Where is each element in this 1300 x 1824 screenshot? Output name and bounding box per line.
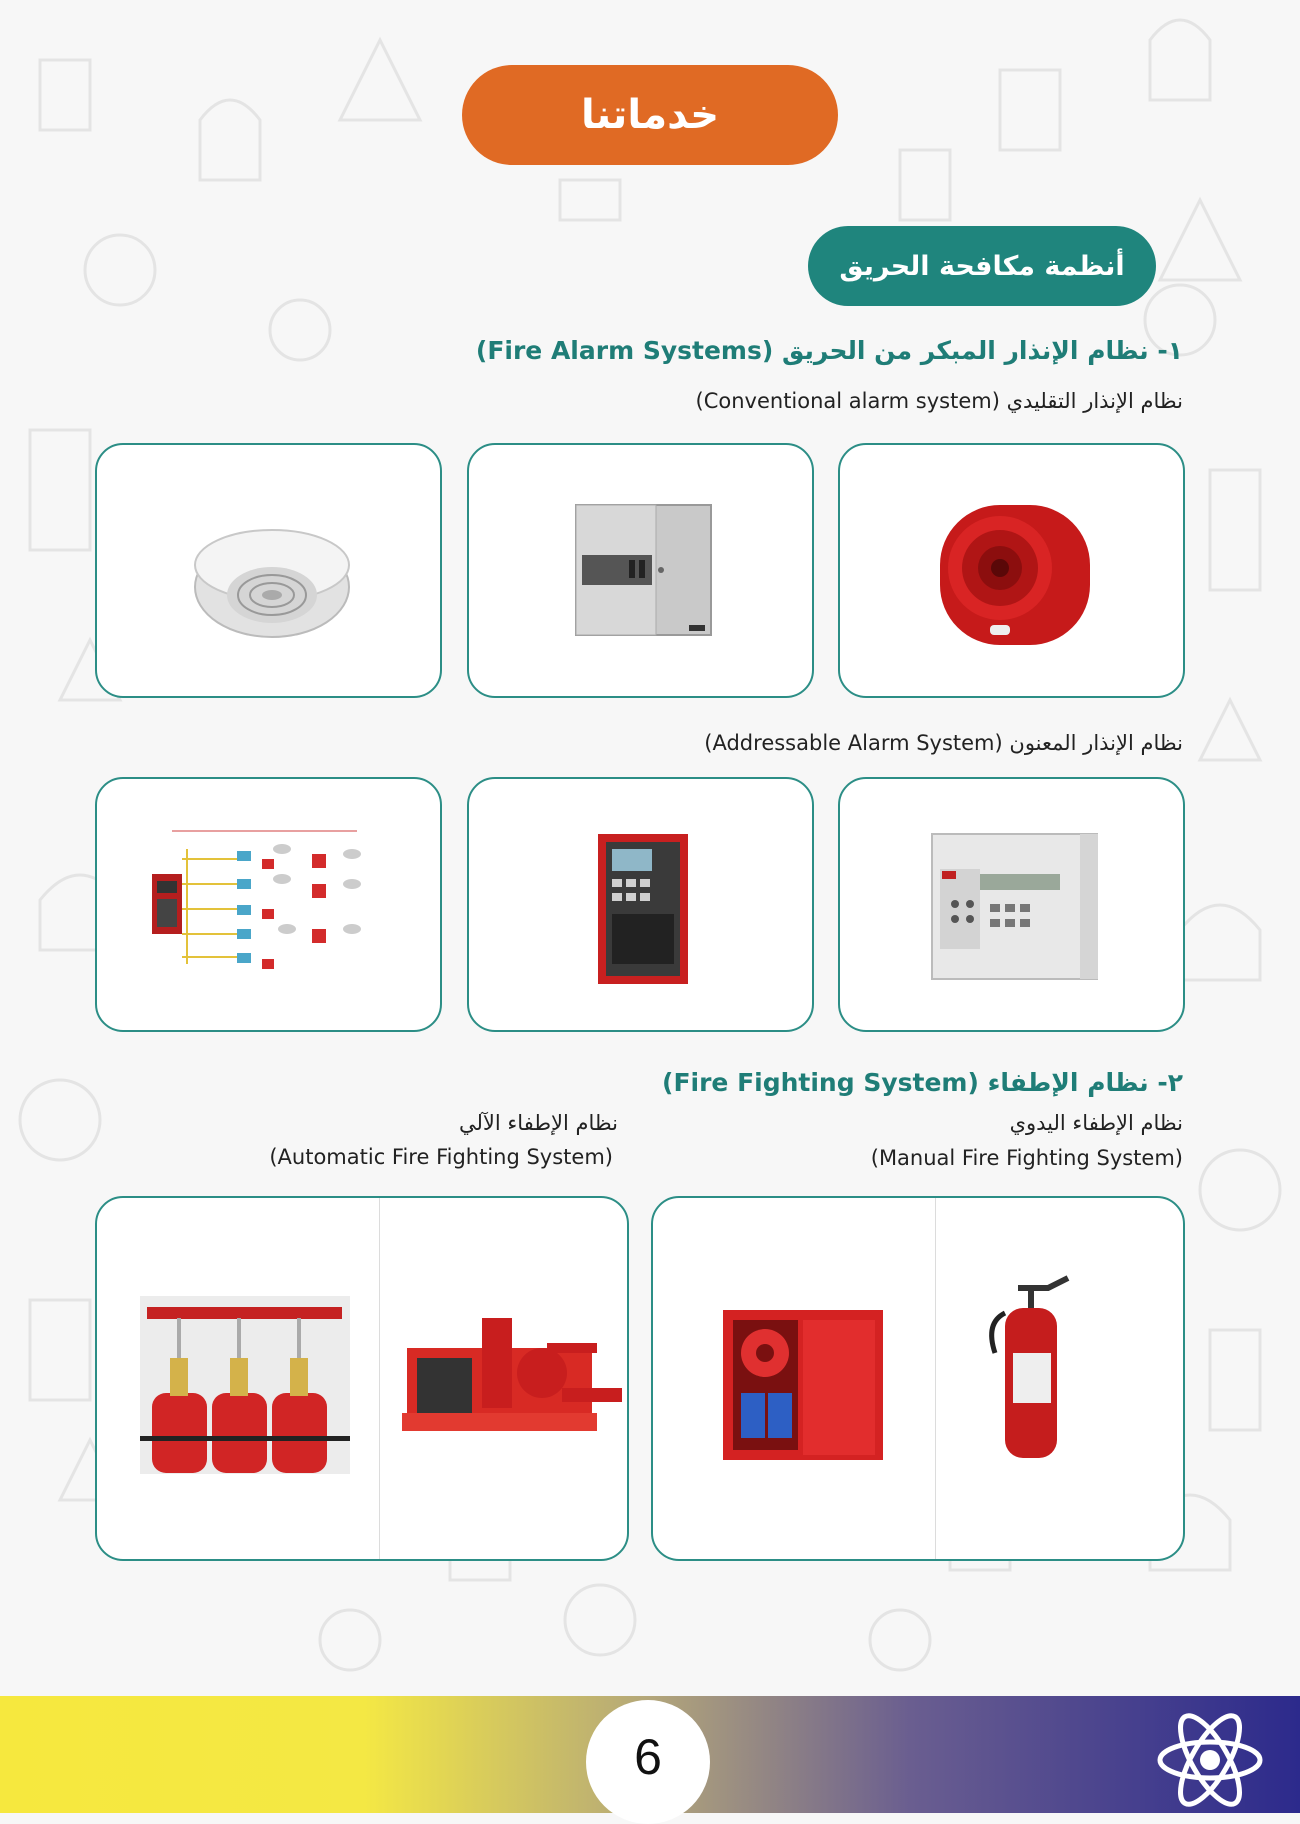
automatic-label-en: (Automatic Fire Fighting System) [269,1145,613,1169]
manual-system-images [653,1198,1185,1561]
fire-alarm-heading: ١- نظام الإنذار المبكر من الحريق (Fire Alarm Systems) [475,336,1183,365]
fire-alarm-panel-image [469,445,814,698]
fire-fighting-heading: ٢- نظام الإطفاء (Fire Fighting System) [662,1068,1183,1097]
manual-label-en: (Manual Fire Fighting System) [870,1146,1183,1170]
addressable-panel-card [838,777,1185,1032]
wiring-diagram-card [95,777,442,1032]
red-panel-card [467,777,814,1032]
alarm-sounder-card [838,443,1185,698]
automatic-system-images [97,1198,629,1561]
conventional-label: نظام الإنذار التقليدي (Conventional alarm system) [695,389,1183,413]
manual-label-ar: نظام الإطفاء اليدوي [1009,1111,1183,1135]
smoke-detector-image [97,445,442,698]
page-number: 6 [634,1729,662,1785]
atom-logo-icon [1150,1710,1270,1810]
category-label: أنظمة مكافحة الحريق [839,250,1125,282]
fire-hose-cabinet-image [723,1310,883,1460]
fire-alarm-sounder-image [840,445,1185,698]
category-pill [808,226,1156,306]
smoke-detector-card [95,443,442,698]
services-title-pill [462,65,838,165]
fire-pump-set-image [402,1318,622,1431]
manual-system-card [651,1196,1185,1561]
red-fire-control-panel-image [469,779,814,1032]
automatic-system-card [95,1196,629,1561]
addressable-label: نظام الإنذار المعنون (Addressable Alarm System) [704,731,1183,755]
fm200-cylinders-image [140,1296,350,1474]
automatic-label-ar: نظام الإطفاء الآلي [459,1111,618,1135]
addressable-wiring-diagram-image [97,779,442,1032]
page-title: خدماتنا [580,92,720,138]
page-number-badge [586,1700,710,1824]
fire-extinguisher-image [992,1278,1068,1458]
addressable-control-panel-image [840,779,1185,1032]
alarm-panel-card [467,443,814,698]
